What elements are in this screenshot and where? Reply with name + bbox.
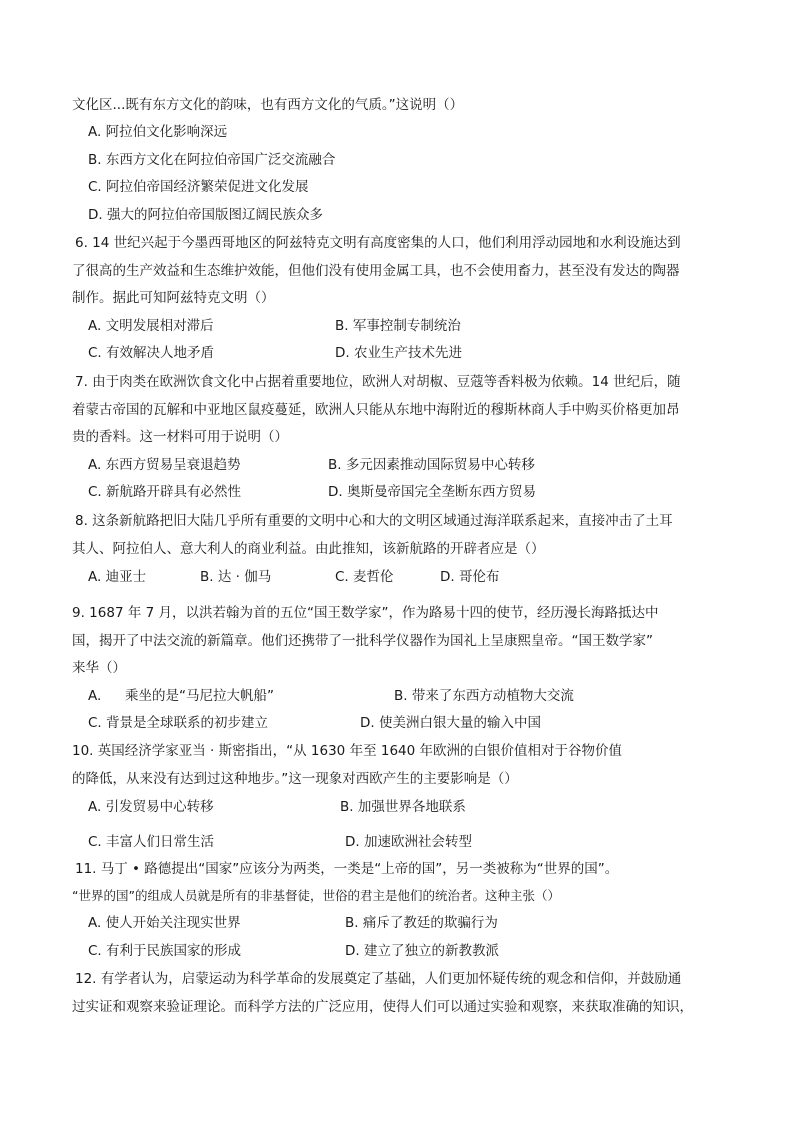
q10-option-a: A. 引发贸易中心转移 [88, 799, 214, 815]
q9-stem-line3: 来华（） [72, 660, 126, 676]
q11-option-b: B. 痛斥了教廷的欺骗行为 [345, 915, 498, 931]
q5-option-c: C. 阿拉伯帝国经济繁荣促进文化发展 [88, 179, 309, 195]
q9-option-a-letter: A. [88, 688, 102, 704]
q6-option-a: A. 文明发展相对滞后 [88, 318, 214, 334]
q7-option-d: D. 奥斯曼帝国完全垄断东西方贸易 [328, 484, 536, 500]
q8-option-d: D. 哥伦布 [440, 569, 500, 585]
q7-option-a: A. 东西方贸易呈衰退趋势 [88, 457, 241, 473]
q8-option-a: A. 迪亚士 [88, 569, 147, 585]
q10-option-b: B. 加强世界各地联系 [340, 799, 466, 815]
q10-option-d: D. 加速欧洲社会转型 [345, 834, 472, 850]
q6-stem-line1: 6. 14 世纪兴起于今墨西哥地区的阿兹特克文明有高度密集的人口，他们利用浮动园地和水利设施达到 [75, 235, 681, 251]
q8-option-b: B. 达 · 伽马 [200, 569, 272, 585]
q8-option-c: C. 麦哲伦 [335, 569, 394, 585]
q11-option-a: A. 使人开始关注现实世界 [88, 915, 241, 931]
q6-option-b: B. 军事控制专制统治 [335, 318, 461, 334]
q7-option-b: B. 多元因素推动国际贸易中心转移 [328, 457, 535, 473]
q9-option-c: C. 背景是全球联系的初步建立 [88, 715, 269, 731]
q6-stem-line3: 制作。据此可知阿兹特克文明（） [72, 290, 275, 306]
q9-option-a-text: 乘坐的是“马尼拉大帆船” [125, 688, 274, 704]
q7-stem-line2: 着蒙古帝国的瓦解和中亚地区鼠疫蔓延，欧洲人只能从东地中海附近的穆斯林商人手中购买价格更加昂 [72, 402, 680, 418]
q12-stem-line2: 过实证和观察来验证理论。而科学方法的广泛应用，使得人们可以通过实验和观察，来获取准确的知识， [72, 999, 693, 1015]
q5-stem-tail: 文化区...既有东方文化的韵味，也有西方文化的气质。”这说明（） [72, 97, 464, 113]
q9-stem-line1: 9. 1687 年 7 月，以洪若翰为首的五位“国王数学家”，作为路易十四的使节，经历漫长海路抵达中 [72, 605, 659, 621]
q11-stem-line2: “世界的国”的组成人员就是所有的非基督徒，世俗的君主是他们的统治者。这种主张（） [72, 888, 560, 903]
q5-option-d: D. 强大的阿拉伯帝国版图辽阔民族众多 [88, 207, 323, 223]
q10-stem-line2: 的降低，从来没有达到过这种地步。”这一现象对西欧产生的主要影响是（） [72, 771, 518, 787]
q5-option-a: A. 阿拉伯文化影响深远 [88, 124, 228, 140]
q7-stem-line1: 7. 由于肉类在欧洲饮食文化中占据着重要地位，欧洲人对胡椒、豆蔻等香料极为依赖。14 世纪后，随 [75, 374, 681, 390]
q7-stem-line3: 贵的香料。这一材料可用于说明（） [72, 429, 288, 445]
q9-option-b: B. 带来了东西方动植物大交流 [394, 688, 574, 704]
q6-option-c: C. 有效解决人地矛盾 [88, 345, 215, 361]
q6-option-d: D. 农业生产技术先进 [335, 345, 462, 361]
q8-stem-line2: 其人、阿拉伯人、意大利人的商业利益。由此推知，该新航路的开辟者应是（） [72, 541, 545, 557]
q7-option-c: C. 新航路开辟具有必然性 [88, 484, 242, 500]
q5-option-b: B. 东西方文化在阿拉伯帝国广泛交流融合 [88, 152, 336, 168]
q10-option-c: C. 丰富人们日常生活 [88, 834, 215, 850]
q10-stem-line1: 10. 英国经济学家亚当 · 斯密指出，“从 1630 年至 1640 年欧洲的白银价值相对于谷物价值 [72, 743, 623, 759]
q11-option-d: D. 建立了独立的新教教派 [345, 943, 499, 959]
q6-stem-line2: 了很高的生产效益和生态维护效能，但他们没有使用金属工具，也不会使用畜力，甚至没有发达的陶器 [72, 263, 680, 279]
q8-stem-line1: 8. 这条新航路把旧大陆几乎所有重要的文明中心和大的文明区域通过海洋联系起来，直接冲击了土耳 [75, 513, 673, 529]
q9-stem-line2: 国，揭开了中法交流的新篇章。他们还携带了一批科学仪器作为国礼上呈康熙皇帝。“国王数学家” [72, 633, 653, 649]
q9-option-d: D. 使美洲白银大量的输入中国 [360, 715, 541, 731]
q11-stem-line1: 11. 马丁 • 路德提出“国家”应该分为两类，一类是“上帝的国”，另一类被称为“世界的国”。 [75, 861, 619, 877]
q11-option-c: C. 有利于民族国家的形成 [88, 943, 242, 959]
q12-stem-line1: 12. 有学者认为，启蒙运动为科学革命的发展奠定了基础，人们更加怀疑传统的观念和信仰，并鼓励通 [75, 971, 682, 987]
